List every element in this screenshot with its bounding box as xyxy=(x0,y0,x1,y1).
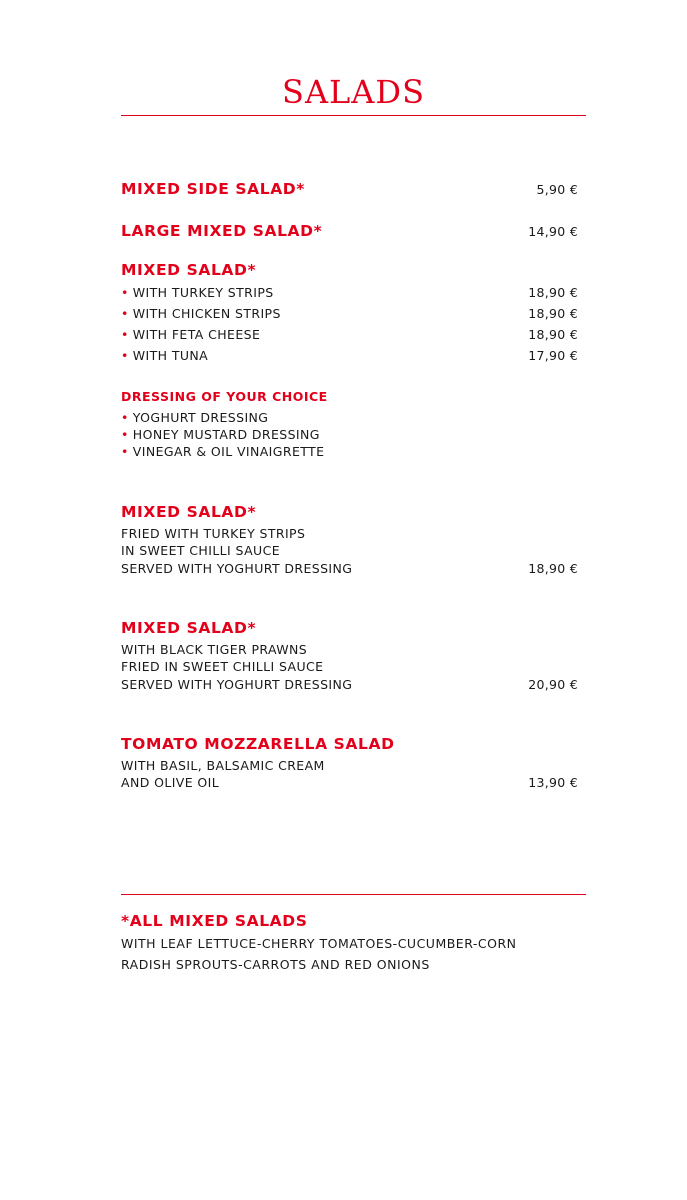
option-label: WITH TURKEY STRIPS xyxy=(132,285,274,300)
bullet-icon: • xyxy=(121,306,129,321)
dressing-option xyxy=(121,427,320,443)
dressing-heading: DRESSING OF YOUR CHOICE xyxy=(121,389,328,404)
item-price-tomato-mozzarella: 13,90 € xyxy=(528,775,578,790)
footer-divider xyxy=(121,894,586,895)
item-name-mixed-salad: MIXED SALAD* xyxy=(121,261,257,279)
item-price-large-mixed-salad: 14,90 € xyxy=(528,224,578,239)
item-price-mixed-salad-prawns: 20,90 € xyxy=(528,677,578,692)
bullet-icon: • xyxy=(121,285,129,300)
option-price: 18,90 € xyxy=(528,327,578,342)
option-price: 17,90 € xyxy=(528,348,578,363)
option-price: 18,90 € xyxy=(528,285,578,300)
bullet-icon: • xyxy=(121,410,129,425)
item-description-line: IN SWEET CHILLI SAUCE xyxy=(121,543,281,558)
item-name-mixed-salad-prawns: MIXED SALAD* xyxy=(121,619,257,637)
item-description-line: FRIED WITH TURKEY STRIPS xyxy=(121,526,306,541)
dressing-option xyxy=(121,444,324,460)
option-row xyxy=(121,327,260,343)
footnote-line: WITH LEAF LETTUCE-CHERRY TOMATOES-CUCUMBER-CORN xyxy=(121,936,517,951)
option-row xyxy=(121,306,281,322)
dressing-label: HONEY MUSTARD DRESSING xyxy=(132,427,320,442)
item-description-line: AND OLIVE OIL xyxy=(121,775,220,790)
page-title: SALADS xyxy=(282,73,425,111)
item-name-mixed-side-salad: MIXED SIDE SALAD* xyxy=(121,180,305,198)
title-divider xyxy=(121,115,586,116)
item-name-mixed-salad-turkey: MIXED SALAD* xyxy=(121,503,257,521)
footnote-line: RADISH SPROUTS-CARROTS AND RED ONIONS xyxy=(121,957,430,972)
item-price-mixed-side-salad: 5,90 € xyxy=(536,182,578,197)
option-label: WITH TUNA xyxy=(132,348,209,363)
option-price: 18,90 € xyxy=(528,306,578,321)
item-description-line: SERVED WITH YOGHURT DRESSING xyxy=(121,561,353,576)
option-label: WITH CHICKEN STRIPS xyxy=(132,306,281,321)
footnote-heading: *ALL MIXED SALADS xyxy=(121,912,308,930)
item-name-large-mixed-salad: LARGE MIXED SALAD* xyxy=(121,222,323,240)
item-description-line: WITH BASIL, BALSAMIC CREAM xyxy=(121,758,325,773)
bullet-icon: • xyxy=(121,427,129,442)
bullet-icon: • xyxy=(121,327,129,342)
menu-page xyxy=(121,0,586,1200)
dressing-label: YOGHURT DRESSING xyxy=(132,410,269,425)
option-row xyxy=(121,348,208,364)
item-description-line: FRIED IN SWEET CHILLI SAUCE xyxy=(121,659,324,674)
item-price-mixed-salad-turkey: 18,90 € xyxy=(528,561,578,576)
option-row xyxy=(121,285,274,301)
dressing-option xyxy=(121,410,268,426)
item-description-line: WITH BLACK TIGER PRAWNS xyxy=(121,642,308,657)
bullet-icon: • xyxy=(121,348,129,363)
item-name-tomato-mozzarella: TOMATO MOZZARELLA SALAD xyxy=(121,735,395,753)
option-label: WITH FETA CHEESE xyxy=(132,327,261,342)
bullet-icon: • xyxy=(121,444,129,459)
dressing-label: VINEGAR & OIL VINAIGRETTE xyxy=(132,444,325,459)
item-description-line: SERVED WITH YOGHURT DRESSING xyxy=(121,677,353,692)
